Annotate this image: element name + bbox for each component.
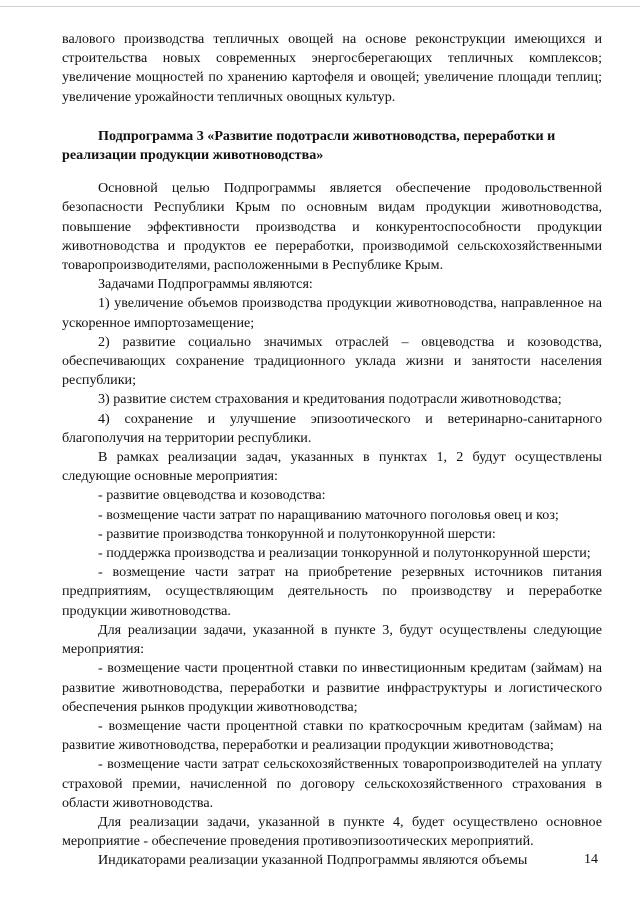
paragraph-continuation: валового производства тепличных овощей на основе реконструкции имеющихся и строительства новых современных энергосберегающих тепличных комплексов; увеличение мощностей по хранению картофеля и овощей; увеличение площади теплиц; увеличение урожайности тепличных овощных культур. xyxy=(62,31,602,105)
list-item-measure: - поддержка производства и реализации тонкорунной и полутонкорунной шерсти; xyxy=(98,545,591,562)
paragraph-indicators: Индикаторами реализации указанной Подпрограммы являются объемы xyxy=(98,852,528,869)
page-number: 14 xyxy=(584,852,598,867)
list-item-measure: - развитие овцеводства и козоводства: xyxy=(98,487,326,504)
list-item-measure: - возмещение части затрат на приобретение резервных источников питания предприятиям, осуществляющим деятельность по производству и переработке продукции животноводства. xyxy=(62,564,602,619)
subprogram-heading: Подпрограмма 3 «Развитие подотрасли животноводства, переработки и реализации продукции животноводства» xyxy=(62,127,556,164)
list-item-measure: - развитие производства тонкорунной и полутонкорунной шерсти: xyxy=(98,525,496,542)
paragraph-measures-3: Для реализации задачи, указанной в пункте 3, будут осуществлены следующие мероприятия: xyxy=(62,621,602,658)
list-item-task-4: 4) сохранение и улучшение эпизоотического и ветеринарно-санитарного благополучия на территории республики. xyxy=(62,410,602,446)
list-item-measure: - возмещение части процентной ставки по инвестиционным кредитам (займам) на развитие животноводства, переработки и развитие инфраструктуры и логистического обеспечения рынков продукции животноводства; xyxy=(62,660,602,715)
list-item-measure: - возмещение части затрат по наращиванию маточного поголовья овец и коз; xyxy=(98,506,559,523)
document-page xyxy=(62,30,602,871)
list-item-measure: - возмещение части процентной ставки по краткосрочным кредитам (займам) на развитие животноводства, переработки и реализации продукции животноводства; xyxy=(62,717,602,754)
paragraph-measures-1-2: В рамках реализации задач, указанных в пунктах 1, 2 будут осуществлены следующие основные мероприятия: xyxy=(62,449,602,485)
list-item-task-2: 2) развитие социально значимых отраслей – овцеводства и козоводства, обеспечивающих сохранение традиционного уклада жизни и занятости населения республики; xyxy=(62,333,602,389)
top-border-line xyxy=(0,6,640,7)
paragraph-goal: Основной целью Подпрограммы является обеспечение продовольственной безопасности Республики Крым по основным видам продукции животноводства, повышение эффективности производства и конкурентоспособности продукции животноводства и продуктов ее переработки, производимой сельскохозяйственными товаропроизводителями, расположенными в Республике Крым. xyxy=(62,180,602,274)
paragraph-measures-4: Для реализации задачи, указанной в пункте 4, будет осуществлено основное мероприятие - обеспечение проведения противоэпизоотических мероприятий. xyxy=(62,813,602,850)
list-item-task-3: 3) развитие систем страхования и кредитования подотрасли животноводства; xyxy=(98,391,562,408)
list-item-task-1: 1) увеличение объемов производства продукции животноводства, направленное на ускоренное импортозамещение; xyxy=(62,295,602,331)
paragraph-tasks-intro: Задачами Подпрограммы являются: xyxy=(98,276,313,293)
list-item-measure: - возмещение части затрат сельскохозяйственных товаропроизводителей на уплату страховой премии, начисленной по договору сельскохозяйственного страхования в области животноводства. xyxy=(62,756,602,811)
